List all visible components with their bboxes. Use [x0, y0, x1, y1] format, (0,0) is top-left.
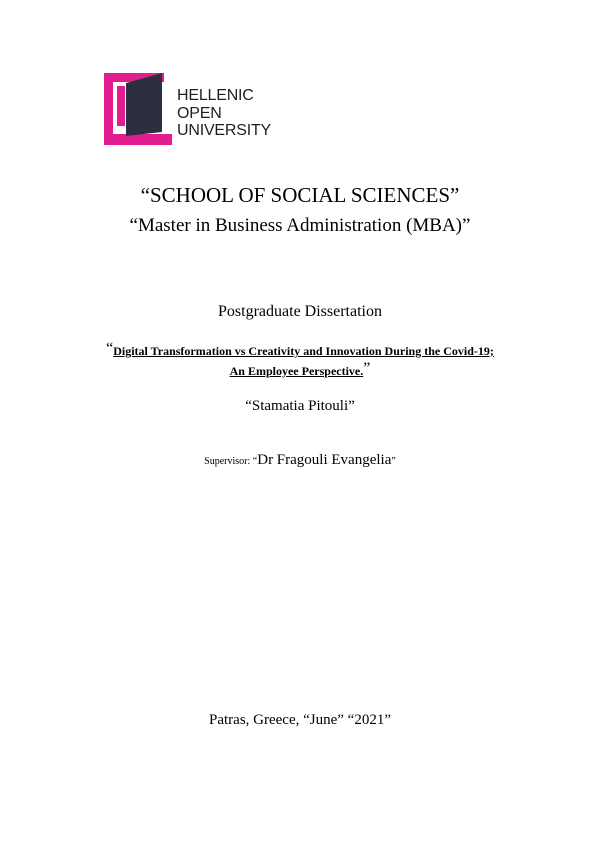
thesis-close-quote: ” — [363, 360, 371, 377]
university-logo — [104, 70, 274, 146]
thesis-title-text-1: Digital Transformation vs Creativity and Innovation During the Covid-19; — [113, 344, 494, 358]
place-and-date: Patras, Greece, “June” “2021” — [209, 712, 391, 728]
supervisor-close-quote: ” — [391, 456, 396, 467]
supervisor-label: Supervisor: — [204, 456, 253, 467]
supervisor-line — [0, 451, 600, 469]
thesis-title — [0, 340, 600, 380]
logo-line-open: OPEN — [177, 104, 222, 122]
hou-emblem-icon — [104, 70, 172, 146]
thesis-open-quote: “ — [106, 340, 114, 357]
logo-line-hellenic: HELLENIC — [177, 87, 254, 104]
school-title: “SCHOOL OF SOCIAL SCIENCES” — [140, 183, 460, 207]
logo-wordmark — [177, 87, 271, 140]
thesis-title-line-1 — [0, 340, 600, 360]
supervisor-open-quote: “ — [252, 456, 258, 467]
supervisor-name: Dr Fragouli Evangelia — [257, 452, 392, 468]
thesis-title-line-2 — [0, 360, 600, 380]
author-name: “Stamatia Pitouli” — [245, 398, 355, 414]
logo-line-university: UNIVERSITY — [177, 122, 272, 139]
thesis-title-text-2: An Employee Perspective. — [229, 364, 364, 378]
dissertation-type: Postgraduate Dissertation — [218, 303, 382, 320]
programme-title: “Master in Business Administration (MBA)” — [129, 215, 471, 236]
